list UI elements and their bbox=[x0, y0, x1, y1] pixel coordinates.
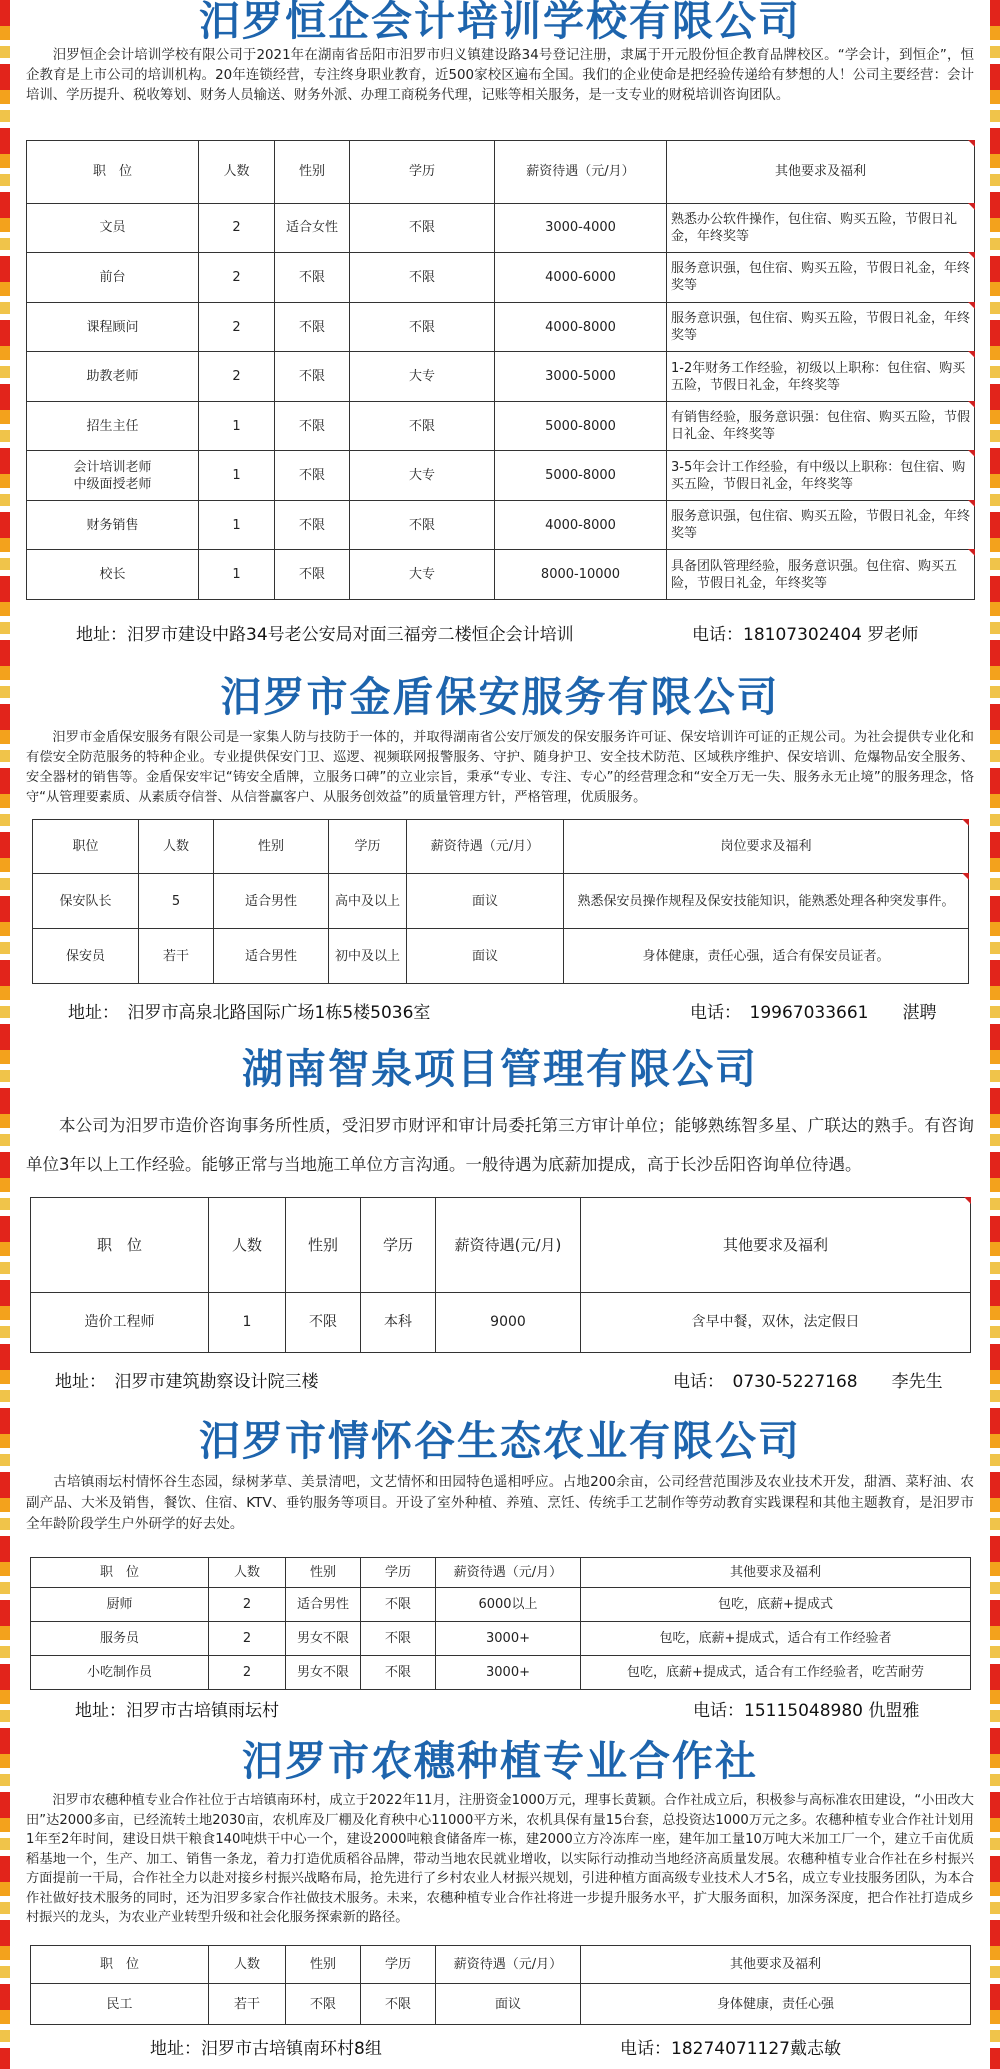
headcount-cell: 1 bbox=[199, 401, 275, 451]
benefits-cell: 熟悉保安员操作规程及保安技能知识，能熟悉处理各种突发事件。 bbox=[564, 874, 969, 929]
headcount-cell: 若干 bbox=[139, 929, 214, 984]
gender-cell: 不限 bbox=[275, 451, 350, 501]
job-table bbox=[30, 1945, 971, 2025]
table-row bbox=[31, 1293, 971, 1353]
company-title: 汨罗市金盾保安服务有限公司 bbox=[220, 673, 780, 721]
header-cell: 岗位要求及福利 bbox=[564, 820, 969, 874]
table-header-row bbox=[27, 141, 975, 204]
benefits-cell: 熟悉办公软件操作，包住宿、购买五险，节假日礼金，年终奖等 bbox=[667, 203, 975, 253]
header-cell: 性别 bbox=[286, 1558, 361, 1588]
benefits-cell: 包吃，底薪+提成式 bbox=[581, 1588, 971, 1622]
headcount-cell: 1 bbox=[199, 550, 275, 600]
header-cell: 薪资待遇（元/月） bbox=[495, 141, 667, 204]
salary-cell: 面议 bbox=[407, 874, 564, 929]
table-header-row bbox=[33, 820, 969, 874]
benefits-cell: 包吃，底薪+提成式，适合有工作经验者，吃苦耐劳 bbox=[581, 1656, 971, 1690]
headcount-cell: 2 bbox=[199, 302, 275, 352]
headcount-cell: 2 bbox=[209, 1588, 286, 1622]
header-cell: 学历 bbox=[361, 1198, 436, 1293]
header-cell: 人数 bbox=[139, 820, 214, 874]
position-cell: 保安员 bbox=[33, 929, 139, 984]
salary-cell: 8000-10000 bbox=[495, 550, 667, 600]
position-cell: 校长 bbox=[27, 550, 199, 600]
header-cell: 性别 bbox=[275, 141, 350, 204]
benefits-cell: 有销售经验，服务意识强：包住宿、购买五险，节假日礼金、年终奖等 bbox=[667, 401, 975, 451]
table-row bbox=[27, 352, 975, 402]
header-cell: 职 位 bbox=[31, 1558, 209, 1588]
header-cell: 人数 bbox=[199, 141, 275, 204]
salary-cell: 面议 bbox=[407, 929, 564, 984]
company-address: 地址：汨罗市古培镇雨坛村 bbox=[75, 1701, 279, 1721]
company-section-hengqi bbox=[26, 0, 974, 106]
table-row bbox=[27, 550, 975, 600]
header-cell: 薪资待遇（元/月） bbox=[436, 1558, 581, 1588]
headcount-cell: 2 bbox=[209, 1656, 286, 1690]
position-cell: 造价工程师 bbox=[31, 1293, 209, 1353]
table-header-row bbox=[31, 1198, 971, 1293]
company-phone: 电话： 19967033661 湛聘 bbox=[690, 1003, 937, 1023]
header-cell: 薪资待遇（元/月） bbox=[407, 820, 564, 874]
salary-cell: 6000以上 bbox=[436, 1588, 581, 1622]
benefits-cell: 身体健康，责任心强，适合有保安员证者。 bbox=[564, 929, 969, 984]
position-cell: 会计培训老师 中级面授老师 bbox=[27, 451, 199, 501]
table-row bbox=[27, 253, 975, 303]
gender-cell: 适合女性 bbox=[275, 203, 350, 253]
table-row bbox=[31, 1622, 971, 1656]
benefits-cell: 3-5年会计工作经验，有中级以上职称：包住宿、购买五险，节假日礼金，年终奖等 bbox=[667, 451, 975, 501]
table-row bbox=[33, 929, 969, 984]
position-cell: 课程顾问 bbox=[27, 302, 199, 352]
headcount-cell: 2 bbox=[199, 253, 275, 303]
gender-cell: 不限 bbox=[275, 302, 350, 352]
salary-cell: 面议 bbox=[436, 1984, 581, 2025]
company-intro: 古培镇雨坛村情怀谷生态园，绿树茅草、美景清吧，文艺情怀和田园特色遥相呼应。占地200余亩，公司经营范围涉及农业技术开发，甜酒、菜籽油、农副产品、大米及销售，餐饮、住宿、KTV、垂钓服务等项目。开设了室外种植、养殖、烹饪、传统手工艺制作等劳动教育实践课程和其他主题教育，是汨罗市全年龄阶段学生户外研学的好去处。 bbox=[26, 1474, 974, 1533]
salary-cell: 3000-5000 bbox=[495, 352, 667, 402]
position-cell: 助教老师 bbox=[27, 352, 199, 402]
education-cell: 不限 bbox=[350, 401, 495, 451]
headcount-cell: 2 bbox=[199, 352, 275, 402]
gender-cell: 适合男性 bbox=[214, 929, 329, 984]
salary-cell: 5000-8000 bbox=[495, 451, 667, 501]
company-title: 汨罗市农穗种植专业合作社 bbox=[242, 1737, 758, 1785]
company-section-zhiquan bbox=[26, 1045, 974, 1184]
education-cell: 初中及以上 bbox=[329, 929, 407, 984]
header-cell: 学历 bbox=[361, 1558, 436, 1588]
salary-cell: 3000-4000 bbox=[495, 203, 667, 253]
salary-cell: 4000-8000 bbox=[495, 302, 667, 352]
table-row bbox=[27, 451, 975, 501]
gender-cell: 不限 bbox=[275, 401, 350, 451]
education-cell: 不限 bbox=[361, 1622, 436, 1656]
education-cell: 大专 bbox=[350, 451, 495, 501]
company-title: 汨罗市情怀谷生态农业有限公司 bbox=[199, 1417, 801, 1465]
header-cell: 人数 bbox=[209, 1558, 286, 1588]
position-cell: 小吃制作员 bbox=[31, 1656, 209, 1690]
table-header-row bbox=[31, 1558, 971, 1588]
gender-cell: 不限 bbox=[286, 1293, 361, 1353]
company-intro: 汨罗市农穗种植专业合作社位于古培镇南环村，成立于2022年11月，注册资金1000万元，理事长黄颖。合作社成立后，积极参与高标准农田建设，“小田改大田”达2000多亩，已经流转土地2030亩，农机库及厂棚及化育秧中心11000平方米，农机具保有量15台套，总投资达1000万元之多。农穗种植专业合作社计划用1年至2年时间，建设日烘干粮食140吨烘干中心一个，建设2000吨粮食储备库一栋，建2000立方冷冻库一座，建年加工量10万吨大米加工厂一个，建立千亩优质稻基地一个，生产、加工、销售一条龙，着力打造优质稻谷品牌，带动当地农民就业增收，以实际行动推动当地经济高质量发展。农穗种植专业合作社在乡村振兴方面提前一干局，合作社全力以赴对接乡村振兴战略布局，抢先进行了乡村农业人材振兴规划，引进种植方面高级专业技术人才5名，成立专业技服务团队，为本合作社做好技术服务的同时，还为汨罗多家合作社做技术服务。未来，农穗种植专业合作社将进一步提升服务水平，扩大服务面积，加深务深度，把合作社打造成乡村振兴的龙头，为农业产业转型升级和社会化服务探索新的路径。 bbox=[26, 1793, 974, 1926]
header-cell: 其他要求及福利 bbox=[667, 141, 975, 204]
table-row bbox=[27, 203, 975, 253]
headcount-cell: 2 bbox=[199, 203, 275, 253]
salary-cell: 3000+ bbox=[436, 1622, 581, 1656]
table-row bbox=[27, 302, 975, 352]
position-cell: 招生主任 bbox=[27, 401, 199, 451]
job-table bbox=[26, 140, 975, 600]
company-phone: 电话： 0730-5227168 李先生 bbox=[673, 1372, 943, 1392]
job-table bbox=[30, 1197, 971, 1353]
company-address: 地址： 汨罗市建筑勘察设计院三楼 bbox=[55, 1372, 319, 1392]
headcount-cell: 1 bbox=[199, 500, 275, 550]
header-cell: 其他要求及福利 bbox=[581, 1946, 971, 1984]
header-cell: 性别 bbox=[286, 1198, 361, 1293]
benefits-cell: 服务意识强，包住宿、购买五险，节假日礼金，年终奖等 bbox=[667, 253, 975, 303]
position-cell: 厨师 bbox=[31, 1588, 209, 1622]
headcount-cell: 2 bbox=[209, 1622, 286, 1656]
header-cell: 职位 bbox=[33, 820, 139, 874]
header-cell: 人数 bbox=[209, 1946, 286, 1984]
header-cell: 薪资待遇（元/月） bbox=[436, 1946, 581, 1984]
header-cell: 人数 bbox=[209, 1198, 286, 1293]
table-row bbox=[33, 874, 969, 929]
headcount-cell: 5 bbox=[139, 874, 214, 929]
company-intro: 本公司为汨罗市造价咨询事务所性质，受汨罗市财评和审计局委托第三方审计单位；能够熟练智多星、广联达的熟手。有咨询单位3年以上工作经验。能够正常与当地施工单位方言沟通。一般待遇为底薪加提成，高于长沙岳阳咨询单位待遇。 bbox=[26, 1116, 974, 1175]
education-cell: 不限 bbox=[361, 1588, 436, 1622]
benefits-cell: 1-2年财务工作经验，初级以上职称：包住宿、购买五险，节假日礼金，年终奖等 bbox=[667, 352, 975, 402]
decorative-right-border bbox=[990, 0, 1000, 2069]
header-cell: 性别 bbox=[286, 1946, 361, 1984]
header-cell: 职 位 bbox=[31, 1198, 209, 1293]
education-cell: 不限 bbox=[350, 253, 495, 303]
salary-cell: 3000+ bbox=[436, 1656, 581, 1690]
benefits-cell: 身体健康，责任心强 bbox=[581, 1984, 971, 2025]
table-row bbox=[31, 1984, 971, 2025]
header-cell: 其他要求及福利 bbox=[581, 1558, 971, 1588]
header-cell: 学历 bbox=[350, 141, 495, 204]
table-row bbox=[31, 1588, 971, 1622]
company-title: 湖南智泉项目管理有限公司 bbox=[242, 1045, 758, 1093]
education-cell: 大专 bbox=[350, 550, 495, 600]
education-cell: 高中及以上 bbox=[329, 874, 407, 929]
company-section-jindun bbox=[26, 673, 974, 808]
salary-cell: 5000-8000 bbox=[495, 401, 667, 451]
position-cell: 保安队长 bbox=[33, 874, 139, 929]
headcount-cell: 若干 bbox=[209, 1984, 286, 2025]
company-address: 地址：汨罗市古培镇南环村8组 bbox=[150, 2039, 382, 2059]
header-cell: 学历 bbox=[329, 820, 407, 874]
gender-cell: 男女不限 bbox=[286, 1656, 361, 1690]
header-cell: 职 位 bbox=[31, 1946, 209, 1984]
company-address: 地址： 汨罗市高泉北路国际广场1栋5楼5036室 bbox=[68, 1003, 431, 1023]
gender-cell: 适合男性 bbox=[286, 1588, 361, 1622]
job-table bbox=[30, 1557, 971, 1690]
gender-cell: 不限 bbox=[286, 1984, 361, 2025]
header-cell: 学历 bbox=[361, 1946, 436, 1984]
table-header-row bbox=[31, 1946, 971, 1984]
gender-cell: 男女不限 bbox=[286, 1622, 361, 1656]
salary-cell: 4000-8000 bbox=[495, 500, 667, 550]
table-row bbox=[27, 500, 975, 550]
benefits-cell: 服务意识强，包住宿、购买五险，节假日礼金，年终奖等 bbox=[667, 302, 975, 352]
position-cell: 民工 bbox=[31, 1984, 209, 2025]
gender-cell: 不限 bbox=[275, 500, 350, 550]
salary-cell: 4000-6000 bbox=[495, 253, 667, 303]
headcount-cell: 1 bbox=[209, 1293, 286, 1353]
company-address: 地址：汨罗市建设中路34号老公安局对面三福旁二楼恒企会计培训 bbox=[76, 625, 574, 645]
position-cell: 文员 bbox=[27, 203, 199, 253]
decorative-left-border bbox=[0, 0, 10, 2069]
education-cell: 不限 bbox=[361, 1984, 436, 2025]
table-row bbox=[31, 1656, 971, 1690]
company-intro: 汨罗市金盾保安服务有限公司是一家集人防与技防于一体的，并取得湖南省公安厅颁发的保安服务许可证、保安培训许可证的正规公司。为社会提供专业化和有偿安全防范服务的特种企业。专业提供保安门卫、巡逻、视频联网报警服务、守护、随身护卫、安全技术防范、区域秩序维护、保安培训、危爆物品安全服务、安全器材的销售等。金盾保安牢记“铸安全盾牌，立服务口碑”的立业宗旨，秉承“专业、专注、专心”的经营理念和“安全万无一失、服务永无止境”的服务理念，恪守“从管理要素质、从素质夺信誉、从信誉赢客户、从服务创效益”的质量管理方针，严格管理，优质服务。 bbox=[26, 730, 974, 806]
job-table bbox=[32, 819, 969, 984]
gender-cell: 不限 bbox=[275, 253, 350, 303]
table-row bbox=[27, 401, 975, 451]
position-cell: 服务员 bbox=[31, 1622, 209, 1656]
header-cell: 其他要求及福利 bbox=[581, 1198, 971, 1293]
gender-cell: 适合男性 bbox=[214, 874, 329, 929]
company-phone: 电话：18274071127戴志敏 bbox=[620, 2039, 841, 2059]
benefits-cell: 服务意识强，包住宿、购买五险，节假日礼金，年终奖等 bbox=[667, 500, 975, 550]
company-intro: 汨罗恒企会计培训学校有限公司于2021年在湖南省岳阳市汨罗市归义镇建设路34号登记注册，隶属于开元股份恒企教育品牌校区。“学会计，到恒企”，恒企教育是上市公司的培训机构。20年连锁经营，专注终身职业教育，近500家校区遍布全国。我们的企业使命是把经验传递给有梦想的人！公司主要经营：会计培训、学历提升、税收筹划、财务人员输送、财务外派、办理工商税务代理，记账等相关服务，是一支专业的财税培训咨询团队。 bbox=[26, 48, 974, 104]
header-cell: 性别 bbox=[214, 820, 329, 874]
benefits-cell: 包吃，底薪+提成式，适合有工作经验者 bbox=[581, 1622, 971, 1656]
education-cell: 大专 bbox=[350, 352, 495, 402]
position-cell: 前台 bbox=[27, 253, 199, 303]
education-cell: 不限 bbox=[361, 1656, 436, 1690]
education-cell: 不限 bbox=[350, 302, 495, 352]
company-phone: 电话：18107302404 罗老师 bbox=[692, 625, 919, 645]
gender-cell: 不限 bbox=[275, 352, 350, 402]
education-cell: 不限 bbox=[350, 203, 495, 253]
benefits-cell: 具备团队管理经验，服务意识强。包住宿、购买五险，节假日礼金，年终奖等 bbox=[667, 550, 975, 600]
company-section-nongsui bbox=[26, 1737, 974, 1928]
company-phone: 电话：15115048980 仇盟雅 bbox=[693, 1701, 920, 1721]
salary-cell: 9000 bbox=[436, 1293, 581, 1353]
education-cell: 本科 bbox=[361, 1293, 436, 1353]
header-cell: 薪资待遇(元/月) bbox=[436, 1198, 581, 1293]
headcount-cell: 1 bbox=[199, 451, 275, 501]
company-title: 汨罗恒企会计培训学校有限公司 bbox=[199, 0, 801, 45]
company-section-qinghuaigu bbox=[26, 1417, 974, 1535]
benefits-cell: 含早中餐，双休，法定假日 bbox=[581, 1293, 971, 1353]
header-cell: 职 位 bbox=[27, 141, 199, 204]
gender-cell: 不限 bbox=[275, 550, 350, 600]
education-cell: 不限 bbox=[350, 500, 495, 550]
position-cell: 财务销售 bbox=[27, 500, 199, 550]
